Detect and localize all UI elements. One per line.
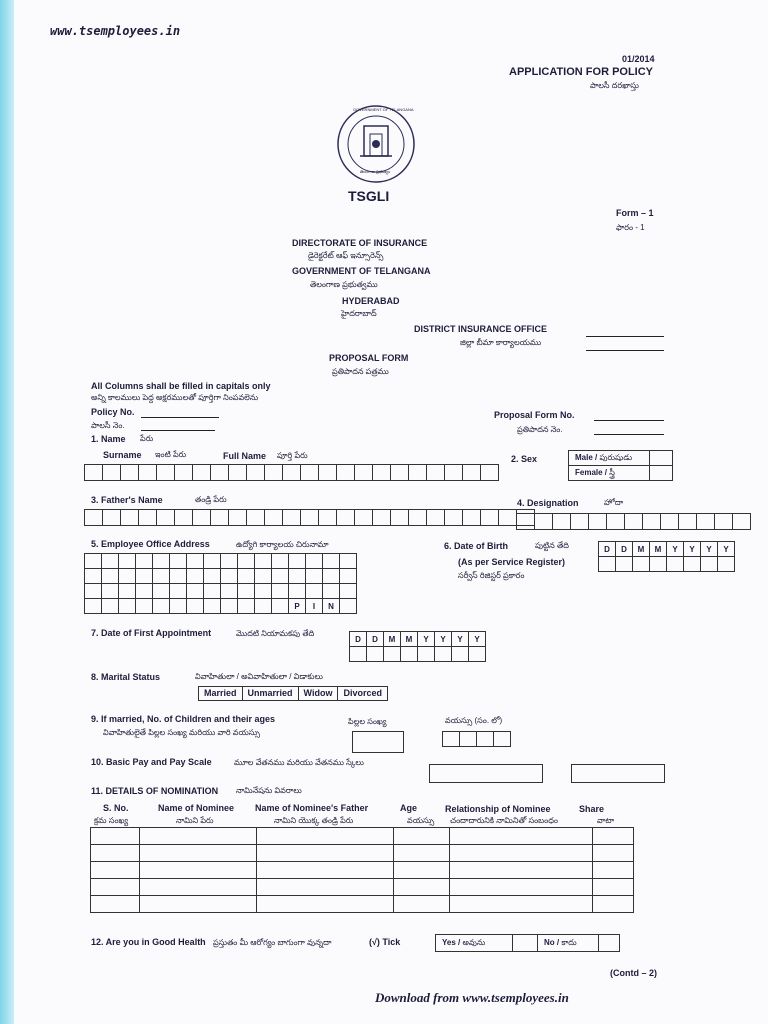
letter-box[interactable]	[534, 513, 552, 530]
address-box[interactable]	[323, 569, 340, 584]
letter-box[interactable]	[336, 509, 354, 526]
first-appointment-boxes[interactable]	[349, 631, 486, 662]
district-office-label: DISTRICT INSURANCE OFFICE	[414, 324, 548, 334]
marital-option-widow[interactable]: Widow	[299, 687, 339, 700]
emblem-text: GOVERNMENT OF TELANGANA	[353, 107, 414, 112]
address-box[interactable]	[187, 569, 204, 584]
pin-label: P	[289, 599, 306, 614]
address-box[interactable]	[289, 554, 306, 569]
nom-header-name-te: నామిని పేరు	[176, 816, 214, 825]
letter-box[interactable]	[228, 509, 246, 526]
letter-box[interactable]	[192, 509, 210, 526]
letter-box[interactable]	[606, 513, 624, 530]
address-box[interactable]	[136, 599, 153, 614]
male-checkbox[interactable]	[650, 451, 673, 466]
address-box[interactable]	[238, 554, 255, 569]
address-box[interactable]	[119, 584, 136, 599]
address-box[interactable]	[119, 554, 136, 569]
date-format-label: Y	[469, 632, 486, 647]
page-edge	[0, 0, 14, 1024]
fullname-label-te: పూర్తి పేరు	[277, 451, 308, 460]
no-label-te: కాదు	[561, 937, 577, 947]
address-box[interactable]	[306, 554, 323, 569]
date-box[interactable]	[452, 647, 469, 662]
basic-pay-box[interactable]	[429, 764, 543, 783]
underline	[141, 430, 215, 431]
date-format-label: Y	[701, 542, 718, 557]
form-number-te: ఫారం - 1	[616, 223, 645, 232]
letter-box[interactable]	[84, 509, 102, 526]
letter-box[interactable]	[354, 464, 372, 481]
letter-box[interactable]	[480, 464, 499, 481]
nom-header-share: Share	[579, 804, 605, 814]
address-box[interactable]	[153, 599, 170, 614]
letter-box[interactable]	[678, 513, 696, 530]
letter-box[interactable]	[552, 513, 570, 530]
date-format-label: D	[616, 542, 633, 557]
table-row[interactable]	[91, 845, 634, 862]
father-name-label: 3. Father's Name	[91, 495, 163, 505]
address-box[interactable]	[255, 599, 272, 614]
table-row[interactable]	[91, 862, 634, 879]
first-appointment-label: 7. Date of First Appointment	[91, 628, 212, 638]
letter-box[interactable]	[372, 464, 390, 481]
marital-status-label: 8. Marital Status	[91, 672, 161, 682]
letter-box[interactable]	[246, 464, 264, 481]
address-box[interactable]	[204, 599, 221, 614]
address-box[interactable]	[255, 554, 272, 569]
surname-label: Surname	[103, 450, 142, 460]
address-box[interactable]	[170, 599, 187, 614]
date-box[interactable]	[599, 557, 616, 572]
health-label-te: ప్రస్తుతం మీ ఆరోగ్యం బాగుంగా వున్నదా	[213, 938, 332, 947]
dob-service-register: (As per Service Register)	[458, 557, 566, 567]
basic-pay-label-te: మూల వేతనము మరియు వేతనము స్కేలు	[234, 758, 364, 767]
name-label: 1. Name	[91, 434, 126, 444]
address-box[interactable]	[136, 584, 153, 599]
address-box[interactable]	[187, 554, 204, 569]
letter-box[interactable]	[588, 513, 606, 530]
letter-box[interactable]	[102, 509, 120, 526]
district-office-label-te: జిల్లా బీమా కార్యాలయము	[460, 338, 542, 347]
designation-boxes[interactable]	[516, 513, 751, 530]
health-label: 12. Are you in Good Health	[91, 937, 206, 947]
address-box[interactable]	[255, 584, 272, 599]
address-box[interactable]	[289, 584, 306, 599]
date-box[interactable]	[367, 647, 384, 662]
date-format-label: Y	[435, 632, 452, 647]
address-box[interactable]	[204, 584, 221, 599]
nom-header-relationship: Relationship of Nominee	[445, 804, 551, 814]
address-box[interactable]	[170, 584, 187, 599]
nom-header-father: Name of Nominee's Father	[255, 803, 369, 813]
date-box[interactable]	[718, 557, 735, 572]
letter-box[interactable]	[210, 509, 228, 526]
marital-option-divorced[interactable]: Divorced	[343, 688, 382, 698]
letter-box[interactable]	[624, 513, 642, 530]
health-yes-option[interactable]	[436, 935, 513, 952]
date-format-label: M	[650, 542, 667, 557]
nomination-label: 11. DETAILS OF NOMINATION	[91, 786, 219, 796]
address-box[interactable]	[119, 599, 136, 614]
sex-male-option[interactable]	[569, 451, 650, 466]
letter-box[interactable]	[732, 513, 751, 530]
address-box[interactable]	[340, 554, 357, 569]
address-box[interactable]	[221, 599, 238, 614]
letter-box[interactable]	[462, 464, 480, 481]
address-box[interactable]	[323, 584, 340, 599]
policy-label-te: పాలసీ నెం.	[91, 421, 125, 430]
date-box[interactable]	[701, 557, 718, 572]
letter-box[interactable]	[174, 464, 192, 481]
dept-name-te: డైరెక్టరేట్ ఆఫ్ ఇన్సూరెన్స్	[308, 251, 384, 260]
address-label: 5. Employee Office Address	[91, 539, 210, 549]
letter-box[interactable]	[444, 509, 462, 526]
address-box[interactable]	[153, 569, 170, 584]
emblem-text-te: తెలంగాణ ప్రభుత్వం	[360, 169, 391, 174]
address-box[interactable]	[238, 584, 255, 599]
basic-pay-label: 10. Basic Pay and Pay Scale	[91, 757, 212, 767]
nom-header-share-te: వాటా	[597, 816, 615, 825]
sex-female-option[interactable]	[569, 466, 650, 481]
nom-header-age: Age	[400, 803, 418, 813]
date-box[interactable]	[418, 647, 435, 662]
date-format-label: M	[384, 632, 401, 647]
pin-label: N	[323, 599, 340, 614]
dob-service-register-te: సర్వీస్ రిజిస్టర్ ప్రకారం	[458, 571, 525, 580]
yes-checkbox[interactable]	[513, 935, 538, 952]
district-office-field[interactable]	[586, 336, 664, 337]
date-box[interactable]	[650, 557, 667, 572]
letter-box[interactable]	[408, 464, 426, 481]
dob-label: 6. Date of Birth	[444, 541, 509, 551]
letter-box[interactable]	[174, 509, 192, 526]
letter-box[interactable]	[264, 464, 282, 481]
download-footer: Download from www.tsemployees.in	[375, 990, 569, 1005]
first-appointment-label-te: మొదటి నియామకపు తేది	[236, 629, 315, 638]
letter-box[interactable]	[210, 464, 228, 481]
marital-option-unmarried[interactable]: Unmarried	[243, 687, 299, 700]
sex-label: 2. Sex	[511, 454, 538, 464]
date-box[interactable]	[616, 557, 633, 572]
letter-box[interactable]	[390, 509, 408, 526]
address-box[interactable]	[153, 554, 170, 569]
form-title-te: పాలసీ దరఖాస్తు	[590, 81, 639, 90]
proposal-no-label: Proposal Form No.	[494, 410, 575, 420]
letter-box[interactable]	[120, 464, 138, 481]
address-box[interactable]	[102, 584, 119, 599]
address-box[interactable]	[289, 569, 306, 584]
nom-header-name: Name of Nominee	[158, 803, 235, 813]
letter-box[interactable]	[408, 509, 426, 526]
address-box[interactable]	[102, 599, 119, 614]
yes-label-te: అవును	[462, 937, 486, 947]
nom-header-age-te: వయస్సు	[407, 816, 435, 825]
health-options	[435, 934, 620, 952]
letter-box[interactable]	[444, 464, 462, 481]
address-box[interactable]	[306, 569, 323, 584]
address-box[interactable]	[187, 599, 204, 614]
address-box[interactable]	[85, 569, 102, 584]
female-label-te: స్త్రీ	[609, 467, 615, 477]
date-box[interactable]	[633, 557, 650, 572]
letter-box[interactable]	[480, 509, 498, 526]
address-box[interactable]	[340, 599, 357, 614]
address-box[interactable]	[340, 569, 357, 584]
children-label-te: వివాహితులైతే పిల్లల సంఖ్య మరియు వారి వయస్సు	[103, 728, 261, 737]
yes-label: Yes /	[442, 937, 461, 947]
nom-header-sno: S. No.	[103, 803, 129, 813]
form-title: APPLICATION FOR POLICY	[509, 66, 654, 78]
address-box[interactable]	[85, 584, 102, 599]
letter-box[interactable]	[516, 513, 534, 530]
letter-box[interactable]	[84, 464, 102, 481]
letter-box[interactable]	[102, 464, 120, 481]
letter-box[interactable]	[300, 509, 318, 526]
children-label: 9. If married, No. of Children and their ages	[91, 714, 276, 724]
address-box[interactable]	[204, 554, 221, 569]
letter-box[interactable]	[318, 464, 336, 481]
proposal-no-label-te: ప్రతిపాదన నెం.	[517, 425, 563, 434]
marital-status-label-te: వివాహితులా / అవివాహితులా / విడాకులు	[195, 672, 323, 681]
letter-box[interactable]	[156, 464, 174, 481]
site-url: www.tsemployees.in	[50, 24, 181, 38]
pay-scale-box[interactable]	[571, 764, 665, 783]
letter-box[interactable]	[228, 464, 246, 481]
address-box[interactable]	[323, 554, 340, 569]
letter-box[interactable]	[426, 464, 444, 481]
address-box[interactable]	[272, 599, 289, 614]
address-box[interactable]	[102, 554, 119, 569]
male-label: Male /	[575, 452, 598, 462]
gov-name: GOVERNMENT OF TELANGANA	[292, 266, 431, 276]
letter-box[interactable]	[714, 513, 732, 530]
address-box[interactable]	[238, 599, 255, 614]
letter-box[interactable]	[192, 464, 210, 481]
date-format-label: M	[633, 542, 650, 557]
address-box[interactable]	[136, 569, 153, 584]
dept-name: DIRECTORATE OF INSURANCE	[292, 238, 428, 248]
city-name: HYDERABAD	[342, 296, 400, 306]
letter-box[interactable]	[498, 509, 516, 526]
letter-box[interactable]	[354, 509, 372, 526]
instruction-caps: All Columns shall be filled in capitals only	[91, 381, 271, 391]
date-box[interactable]	[401, 647, 418, 662]
instruction-caps-te: అన్ని కాలములు పెద్ద అక్షరములతో పూర్తిగా నింపవలెను	[91, 393, 259, 402]
date-format-label: Y	[684, 542, 701, 557]
health-tick-label: (√) Tick	[369, 937, 401, 947]
pin-label: I	[306, 599, 323, 614]
name-label-te: పేరు	[140, 434, 154, 443]
proposal-number-field[interactable]	[594, 420, 664, 421]
female-label: Female /	[575, 467, 608, 477]
male-label-te: పురుషుడు	[599, 452, 633, 462]
letter-box[interactable]	[372, 509, 390, 526]
table-row[interactable]	[91, 828, 634, 845]
letter-box[interactable]	[660, 513, 678, 530]
letter-box[interactable]	[570, 513, 588, 530]
address-box[interactable]	[340, 584, 357, 599]
letter-box[interactable]	[426, 509, 444, 526]
date-format-label: Y	[718, 542, 735, 557]
address-box[interactable]	[102, 569, 119, 584]
date-box[interactable]	[350, 647, 367, 662]
father-name-boxes[interactable]	[84, 509, 535, 526]
policy-number-field[interactable]	[141, 417, 219, 418]
table-row[interactable]	[91, 879, 634, 896]
letter-box[interactable]	[156, 509, 174, 526]
letter-box[interactable]	[138, 509, 156, 526]
address-label-te: ఉద్యోగి కార్యాలయ చిరునామా	[236, 540, 329, 549]
letter-box[interactable]	[120, 509, 138, 526]
proposal-heading-te: ప్రతిపాదన పత్రము	[332, 367, 389, 376]
org-name: TSGLI	[348, 188, 390, 204]
date-box[interactable]	[469, 647, 486, 662]
nom-header-father-te: నామిని యొక్క తండ్రి పేరు	[274, 816, 354, 825]
date-format-label: Y	[418, 632, 435, 647]
continued-note: (Contd – 2)	[610, 968, 657, 978]
children-age-label-te: వయస్సు (సం. లో)	[445, 716, 503, 725]
marital-status-options	[198, 686, 388, 701]
document-page	[14, 0, 768, 1024]
dob-label-te: పుట్టిన తేది	[535, 541, 569, 550]
date-box[interactable]	[384, 647, 401, 662]
date-format-label: Y	[452, 632, 469, 647]
form-code: 01/2014	[622, 54, 655, 64]
no-checkbox[interactable]	[599, 935, 620, 952]
address-box[interactable]	[170, 554, 187, 569]
health-no-option[interactable]	[538, 935, 599, 952]
letter-box[interactable]	[318, 509, 336, 526]
address-box[interactable]	[187, 584, 204, 599]
gov-name-te: తెలంగాణ ప్రభుత్వము	[310, 280, 378, 289]
address-box[interactable]	[255, 569, 272, 584]
marital-option-married[interactable]: Married	[199, 687, 243, 700]
date-box[interactable]	[684, 557, 701, 572]
female-checkbox[interactable]	[650, 466, 673, 481]
designation-label: 4. Designation	[517, 498, 579, 508]
address-grid[interactable]	[84, 553, 357, 614]
father-name-label-te: తండ్రి పేరు	[195, 495, 227, 504]
address-box[interactable]	[272, 554, 289, 569]
surname-label-te: ఇంటి పేరు	[155, 450, 187, 459]
address-box[interactable]	[221, 554, 238, 569]
letter-box[interactable]	[300, 464, 318, 481]
date-format-label: D	[367, 632, 384, 647]
no-label: No /	[544, 937, 560, 947]
letter-box[interactable]	[642, 513, 660, 530]
letter-box[interactable]	[264, 509, 282, 526]
form-number: Form – 1	[616, 208, 654, 218]
letter-box[interactable]	[390, 464, 408, 481]
underline	[586, 350, 664, 351]
date-format-label: Y	[667, 542, 684, 557]
policy-label: Policy No.	[91, 407, 135, 417]
letter-box[interactable]	[138, 464, 156, 481]
nomination-table[interactable]	[90, 827, 634, 913]
nom-header-sno-te: క్రమ సంఖ్య	[94, 816, 129, 825]
table-row[interactable]	[91, 896, 634, 913]
address-box[interactable]	[153, 584, 170, 599]
sex-options	[568, 450, 673, 481]
address-box[interactable]	[204, 569, 221, 584]
address-box[interactable]	[136, 554, 153, 569]
city-name-te: హైదరాబాద్	[341, 309, 377, 318]
date-format-label: D	[350, 632, 367, 647]
address-box[interactable]	[221, 584, 238, 599]
letter-box[interactable]	[282, 464, 300, 481]
letter-box[interactable]	[246, 509, 264, 526]
address-box[interactable]	[238, 569, 255, 584]
children-ages-boxes[interactable]	[442, 731, 511, 747]
address-box[interactable]	[170, 569, 187, 584]
letter-box[interactable]	[696, 513, 714, 530]
designation-label-te: హోదా	[604, 498, 624, 507]
date-format-label: D	[599, 542, 616, 557]
address-box[interactable]	[272, 569, 289, 584]
name-boxes[interactable]	[84, 464, 499, 481]
date-box[interactable]	[667, 557, 684, 572]
dob-boxes[interactable]	[598, 541, 735, 572]
address-box[interactable]	[221, 569, 238, 584]
fullname-label: Full Name	[223, 451, 267, 461]
proposal-heading: PROPOSAL FORM	[329, 353, 409, 363]
letter-box[interactable]	[336, 464, 354, 481]
children-count-label-te: పిల్లల సంఖ్య	[348, 717, 387, 726]
date-box[interactable]	[435, 647, 452, 662]
address-box[interactable]	[85, 599, 102, 614]
letter-box[interactable]	[282, 509, 300, 526]
nomination-label-te: నామినేషను వివరాలు	[236, 786, 302, 795]
address-box[interactable]	[306, 584, 323, 599]
letter-box[interactable]	[462, 509, 480, 526]
underline	[594, 434, 664, 435]
address-box[interactable]	[85, 554, 102, 569]
date-format-label: M	[401, 632, 418, 647]
address-box[interactable]	[272, 584, 289, 599]
nom-header-relationship-te: చందాదారునికి నామినితో సంబంధం	[450, 816, 558, 825]
address-box[interactable]	[119, 569, 136, 584]
children-count-box[interactable]	[352, 731, 404, 753]
